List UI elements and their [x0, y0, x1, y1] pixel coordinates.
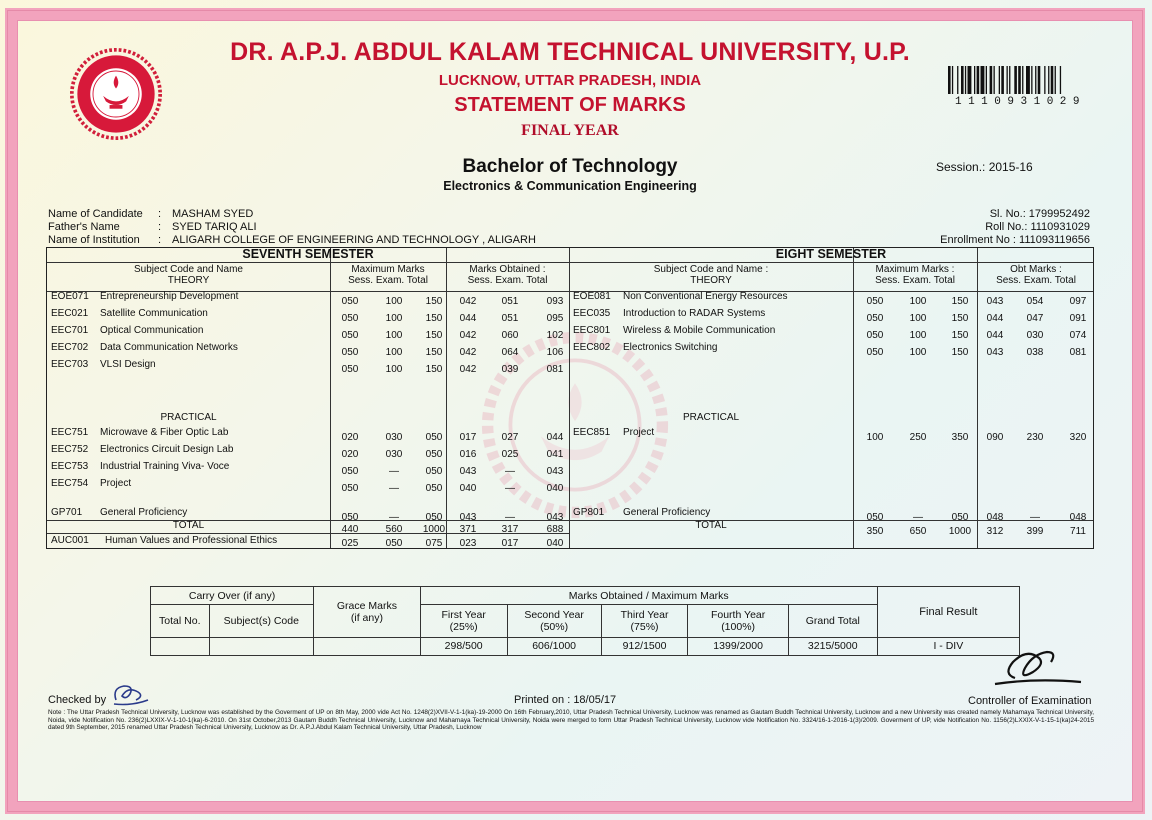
obtained-mark: 048: [1069, 512, 1087, 523]
max-mark: 100: [385, 313, 403, 324]
max-mark: 100: [866, 432, 884, 443]
sem7-total-max: 440: [341, 524, 359, 535]
max-mark: 150: [425, 330, 443, 341]
max-mark: 050: [341, 313, 359, 324]
obtained-mark: 041: [546, 449, 564, 460]
barcode-bar: [957, 66, 958, 94]
max-mark: 050: [425, 512, 443, 523]
obtained-mark: 039: [501, 364, 519, 375]
obtained-mark: —: [1030, 512, 1040, 523]
obtained-mark: 044: [986, 330, 1004, 341]
max-mark: 150: [425, 347, 443, 358]
sem7-total-obtained: 317: [501, 524, 519, 535]
max-mark: 350: [951, 432, 969, 443]
obtained-mark: 043: [546, 466, 564, 477]
obtained-mark: 043: [546, 512, 564, 523]
max-mark: 050: [866, 512, 884, 523]
year-title: FINAL YEAR: [521, 122, 619, 139]
subject-name: Electronics Switching: [623, 342, 718, 353]
subject-code: EOE071: [51, 291, 89, 302]
max-mark: 150: [951, 347, 969, 358]
eighth-semester-title: EIGHT SEMESTER: [775, 247, 887, 261]
max-mark: 150: [951, 313, 969, 324]
max-mark: —: [389, 512, 399, 523]
obtained-mark: 102: [546, 330, 564, 341]
sem8-obtained-subheader: Sess. Exam. Total: [996, 275, 1076, 286]
max-mark: 150: [951, 330, 969, 341]
obtained-mark: 042: [459, 296, 477, 307]
obtained-mark: 106: [546, 347, 564, 358]
subject-name: Data Communication Networks: [100, 342, 238, 353]
seventh-semester-title: SEVENTH SEMESTER: [242, 247, 374, 261]
max-mark: 100: [909, 296, 927, 307]
subject-code: EEC851: [573, 427, 611, 438]
obtained-mark: 064: [501, 347, 519, 358]
audit-name: Human Values and Professional Ethics: [105, 535, 278, 546]
institution-label: Name of Institution: [48, 234, 140, 246]
barcode-bar: [1060, 66, 1061, 94]
audit-max: 025: [341, 538, 359, 549]
separator: :: [158, 208, 162, 220]
sem7-total-max: 560: [385, 524, 403, 535]
barcode-bar: [1007, 66, 1008, 94]
sem8-total-max: 1000: [948, 526, 972, 537]
session-label: Session.: 2015-16: [936, 160, 1033, 174]
obtained-mark: 017: [459, 432, 477, 443]
max-mark: 050: [341, 364, 359, 375]
barcode-bar: [952, 66, 953, 94]
max-mark: 150: [425, 364, 443, 375]
subject-code: EEC701: [51, 325, 89, 336]
subject-code: EOE081: [573, 291, 611, 302]
final-result-header: Final Result: [877, 587, 1019, 638]
obtained-mark: 043: [459, 466, 477, 477]
grand-total-header: Grand Total: [788, 605, 877, 637]
obtained-mark: 095: [546, 313, 564, 324]
barcode-bar: [1038, 66, 1041, 94]
obtained-mark: 042: [459, 347, 477, 358]
max-mark: 150: [951, 296, 969, 307]
first-year-value: 298/500: [420, 637, 507, 655]
enrollment-number: Enrollment No : 111093119656: [940, 234, 1090, 246]
barcode-bar: [1018, 66, 1021, 94]
sem8-obtained-header: Obt Marks :: [1010, 264, 1062, 275]
max-mark: 100: [385, 347, 403, 358]
obtained-mark: 081: [546, 364, 564, 375]
subject-name: Microwave & Fiber Optic Lab: [100, 427, 229, 438]
subject-code: EEC035: [573, 308, 611, 319]
obtained-mark: 027: [501, 432, 519, 443]
candidate-info: [48, 208, 536, 247]
max-mark: 030: [385, 449, 403, 460]
barcode-bar: [965, 66, 966, 94]
printed-on-label: Printed on : 18/05/17: [514, 694, 617, 706]
obtained-mark: 074: [1069, 330, 1087, 341]
total-no-header: Total No.: [151, 605, 210, 637]
subject-name: Optical Communication: [100, 325, 204, 336]
audit-code: AUC001: [51, 535, 89, 546]
barcode-bar: [986, 66, 987, 94]
branch-title: Electronics & Communication Engineering: [443, 179, 697, 193]
subject-code: EEC752: [51, 444, 89, 455]
barcode-bar: [981, 66, 985, 94]
father-name: SYED TARIQ ALI: [172, 221, 257, 233]
subject-code: EEC751: [51, 427, 89, 438]
barcode-bar: [1026, 66, 1030, 94]
subject-name: Wireless & Mobile Communication: [623, 325, 776, 336]
barcode-bar: [961, 66, 964, 94]
max-mark: 050: [866, 330, 884, 341]
obtained-mark: 043: [986, 347, 1004, 358]
max-mark: 100: [385, 364, 403, 375]
candidate-name-label: Name of Candidate: [48, 208, 143, 220]
max-mark: 100: [909, 330, 927, 341]
max-mark: 050: [866, 296, 884, 307]
checker-signature-icon: [110, 682, 150, 708]
sem8-total-max: 650: [909, 526, 927, 537]
max-mark: 100: [909, 313, 927, 324]
sem7-total-obtained: 371: [459, 524, 477, 535]
barcode-bar: [1022, 66, 1023, 94]
max-mark: 250: [909, 432, 927, 443]
max-mark: —: [913, 512, 923, 523]
obtained-mark: 081: [1069, 347, 1087, 358]
sem8-theory-header: THEORY: [690, 275, 732, 286]
institution-name: ALIGARH COLLEGE OF ENGINEERING AND TECHNOLOGY , ALIGARH: [172, 234, 536, 246]
subject-code: EEC021: [51, 308, 89, 319]
obtained-mark: 320: [1069, 432, 1087, 443]
barcode-bar: [999, 66, 1000, 94]
column-divider: [977, 248, 978, 548]
carry-over-header: Carry Over (if any): [151, 587, 314, 605]
fourth-year-header: Fourth Year (100%): [688, 605, 788, 637]
sem8-total-label: TOTAL: [695, 520, 727, 531]
max-mark: 050: [341, 483, 359, 494]
max-mark: 050: [951, 512, 969, 523]
sem7-obtained-header: Marks Obtained :: [469, 264, 546, 275]
barcode-bar: [990, 66, 993, 94]
sem8-total-max: 350: [866, 526, 884, 537]
audit-max: 075: [425, 538, 443, 549]
barcode-bar: [968, 66, 972, 94]
barcode-bar: [977, 66, 980, 94]
university-city: LUCKNOW, UTTAR PRADESH, INDIA: [438, 72, 702, 89]
sem7-theory-header: THEORY: [167, 275, 210, 286]
barcode-number: 1110931029: [954, 96, 1086, 108]
obtained-mark: 051: [501, 296, 519, 307]
obtained-mark: 042: [459, 364, 477, 375]
second-year-value: 606/1000: [507, 637, 601, 655]
obtained-mark: 093: [546, 296, 564, 307]
obtained-mark: 016: [459, 449, 477, 460]
max-mark: 100: [385, 296, 403, 307]
subject-name: Project: [100, 478, 132, 489]
obtained-mark: 047: [1026, 313, 1044, 324]
sem8-total-obtained: 312: [986, 526, 1004, 537]
subject-code: EEC702: [51, 342, 89, 353]
barcode-bar: [1048, 66, 1049, 94]
max-mark: 050: [341, 296, 359, 307]
obtained-mark: 097: [1069, 296, 1087, 307]
barcode-bar: [974, 66, 975, 94]
barcode-bar: [1035, 66, 1036, 94]
column-divider: [330, 248, 331, 548]
subject-code: EEC801: [573, 325, 611, 336]
footnote: Note : The Uttar Pradesh Technical University, Lucknow was established by the Goverment of UP on 8th May, 2000 vide Act No. 1248(2)XVII-V-1-1(ka)-19-2000 On 16th February,2010, Uttar Pradesh Technical University, Lucknow was renamed as Gautam Buddh Technical University, Lucknow and a new University was created namely Mahamaya Technical University, Noida, vide Notification No. 236(2)LXXIX-V-1-10-1(ka)-6-2010. On 31st October,2013 Gautam Buddh Technical University, Lucknow and Mahamaya Technical University, Noida were merged to form Uttar Pradesh Technical University, Lucknow vide Notification No. 3324/16-1-2016-1(3)/2009. Goverment of UP, vide Notification No. 1156(2)LXXIX-V-1-15-1(ka)24-2015 dated 9th September, 2015 renamed Uttar Pradesh Technical University, Lucknow as Dr. A.P.J.Abdul Kalam Technical University, Uttar Pradesh, Lucknow: [48, 709, 1094, 732]
sem7-total-max: 1000: [422, 524, 446, 535]
barcode-bar: [1044, 66, 1045, 94]
sem8-total-obtained: 711: [1070, 526, 1086, 537]
max-mark: 100: [909, 347, 927, 358]
max-mark: 150: [425, 313, 443, 324]
barcode-icon: [948, 66, 1093, 94]
subject-name: Entrepreneurship Development: [100, 291, 239, 302]
max-mark: 050: [425, 449, 443, 460]
subject-name: Non Conventional Energy Resources: [623, 291, 788, 302]
obtained-mark: —: [505, 483, 515, 494]
roll-number: Roll No.: 1110931029: [985, 221, 1090, 233]
sem8-max-marks-subheader: Sess. Exam. Total: [875, 275, 955, 286]
serial-number: Sl. No.: 1799952492: [989, 208, 1090, 220]
max-mark: 030: [385, 432, 403, 443]
max-mark: —: [389, 483, 399, 494]
document-ids: [900, 208, 1090, 247]
candidate-name: MASHAM SYED: [172, 208, 254, 220]
max-mark: 050: [866, 313, 884, 324]
checked-by-label: Checked by: [48, 694, 107, 706]
obtained-mark: 230: [1026, 432, 1044, 443]
max-mark: 150: [425, 296, 443, 307]
first-year-header: First Year (25%): [420, 605, 507, 637]
final-result-value: I - DIV: [877, 637, 1019, 655]
audit-obtained: 023: [459, 538, 477, 549]
audit-max: 050: [385, 538, 403, 549]
obtained-mark: 060: [501, 330, 519, 341]
column-divider: [569, 248, 570, 548]
subject-name: General Proficiency: [623, 507, 711, 518]
subject-code: EEC802: [573, 342, 611, 353]
document-title: STATEMENT OF MARKS: [454, 94, 686, 116]
max-mark: 050: [341, 330, 359, 341]
total-no-value: [151, 637, 210, 655]
subject-name: Project: [623, 427, 655, 438]
obtained-mark: 042: [459, 330, 477, 341]
max-mark: 050: [866, 347, 884, 358]
sem7-total-obtained: 688: [546, 524, 564, 535]
subject-name: General Proficiency: [100, 507, 188, 518]
marks-table: [46, 247, 1094, 549]
obtained-mark: 048: [986, 512, 1004, 523]
column-divider: [853, 248, 854, 548]
sem8-total-obtained: 399: [1026, 526, 1044, 537]
barcode-bar: [1055, 66, 1056, 94]
row-divider: [47, 262, 1093, 263]
marks-obtained-header: Marks Obtained / Maximum Marks: [420, 587, 877, 605]
max-mark: 050: [425, 432, 443, 443]
subject-name: Introduction to RADAR Systems: [623, 308, 766, 319]
barcode-bar: [1014, 66, 1017, 94]
subject-name: Industrial Training Viva- Voce: [100, 461, 230, 472]
subject-name: Satellite Communication: [100, 308, 208, 319]
sem7-obtained-subheader: Sess. Exam. Total: [467, 275, 548, 286]
controller-label: Controller of Examination: [968, 695, 1092, 707]
university-name: DR. A.P.J. ABDUL KALAM TECHNICAL UNIVERSITY, U.P.: [230, 38, 910, 66]
max-mark: 050: [425, 466, 443, 477]
max-mark: 020: [341, 449, 359, 460]
barcode-bar: [1009, 66, 1010, 94]
fourth-year-value: 1399/2000: [688, 637, 788, 655]
subject-code: EEC703: [51, 359, 89, 370]
subject-code-header: Subject(s) Code: [209, 605, 314, 637]
controller-signature-icon: [985, 638, 1085, 693]
sem8-practical-label: PRACTICAL: [682, 412, 740, 423]
separator: :: [158, 221, 162, 233]
max-mark: 050: [341, 512, 359, 523]
obtained-mark: 054: [1026, 296, 1044, 307]
obtained-mark: —: [505, 466, 515, 477]
obtained-mark: 091: [1069, 313, 1087, 324]
subject-code: GP801: [573, 507, 605, 518]
subject-name: VLSI Design: [100, 359, 156, 370]
obtained-mark: 090: [986, 432, 1004, 443]
subject-code: EEC754: [51, 478, 89, 489]
sem7-max-marks-subheader: Sess. Exam. Total: [348, 275, 428, 286]
obtained-mark: 040: [459, 483, 477, 494]
max-mark: 050: [425, 483, 443, 494]
max-mark: 100: [385, 330, 403, 341]
audit-obtained: 040: [546, 538, 564, 549]
father-name-label: Father's Name: [48, 221, 120, 233]
obtained-mark: 044: [546, 432, 564, 443]
grace-marks-value: [314, 637, 421, 655]
grace-marks-header: Grace Marks (if any): [314, 587, 421, 638]
obtained-mark: —: [505, 512, 515, 523]
barcode-bar: [1001, 66, 1004, 94]
sem8-max-marks-header: Maximum Marks :: [875, 264, 955, 275]
barcode-bar: [1051, 66, 1054, 94]
barcode-bar: [1031, 66, 1032, 94]
max-mark: —: [389, 466, 399, 477]
obtained-mark: 040: [546, 483, 564, 494]
subject-code-value: [209, 637, 314, 655]
max-mark: 050: [341, 347, 359, 358]
third-year-header: Third Year (75%): [601, 605, 688, 637]
obtained-mark: 025: [501, 449, 519, 460]
audit-obtained: 017: [501, 538, 519, 549]
separator: :: [158, 234, 162, 246]
subject-name: Electronics Circuit Design Lab: [100, 444, 234, 455]
obtained-mark: 051: [501, 313, 519, 324]
obtained-mark: 043: [459, 512, 477, 523]
sem7-max-marks-header: Maximum Marks: [351, 264, 425, 275]
second-year-header: Second Year (50%): [507, 605, 601, 637]
sem7-total-label: TOTAL: [172, 520, 205, 531]
degree-title: Bachelor of Technology: [462, 156, 678, 177]
sem7-subject-header: Subject Code and Name: [134, 264, 243, 275]
barcode-bar: [948, 66, 951, 94]
third-year-value: 912/1500: [601, 637, 688, 655]
barcode-bar: [994, 66, 995, 94]
sem8-subject-header: Subject Code and Name :: [653, 264, 769, 275]
max-mark: 050: [341, 466, 359, 477]
sem7-practical-label: PRACTICAL: [160, 412, 217, 423]
grand-total-value: 3215/5000: [788, 637, 877, 655]
obtained-mark: 043: [986, 296, 1004, 307]
max-mark: 020: [341, 432, 359, 443]
obtained-mark: 030: [1026, 330, 1044, 341]
column-divider: [446, 248, 447, 548]
subject-code: EEC753: [51, 461, 89, 472]
subject-code: GP701: [51, 507, 83, 518]
summary-table: [150, 586, 1020, 656]
obtained-mark: 044: [459, 313, 477, 324]
obtained-mark: 044: [986, 313, 1004, 324]
obtained-mark: 038: [1026, 347, 1044, 358]
